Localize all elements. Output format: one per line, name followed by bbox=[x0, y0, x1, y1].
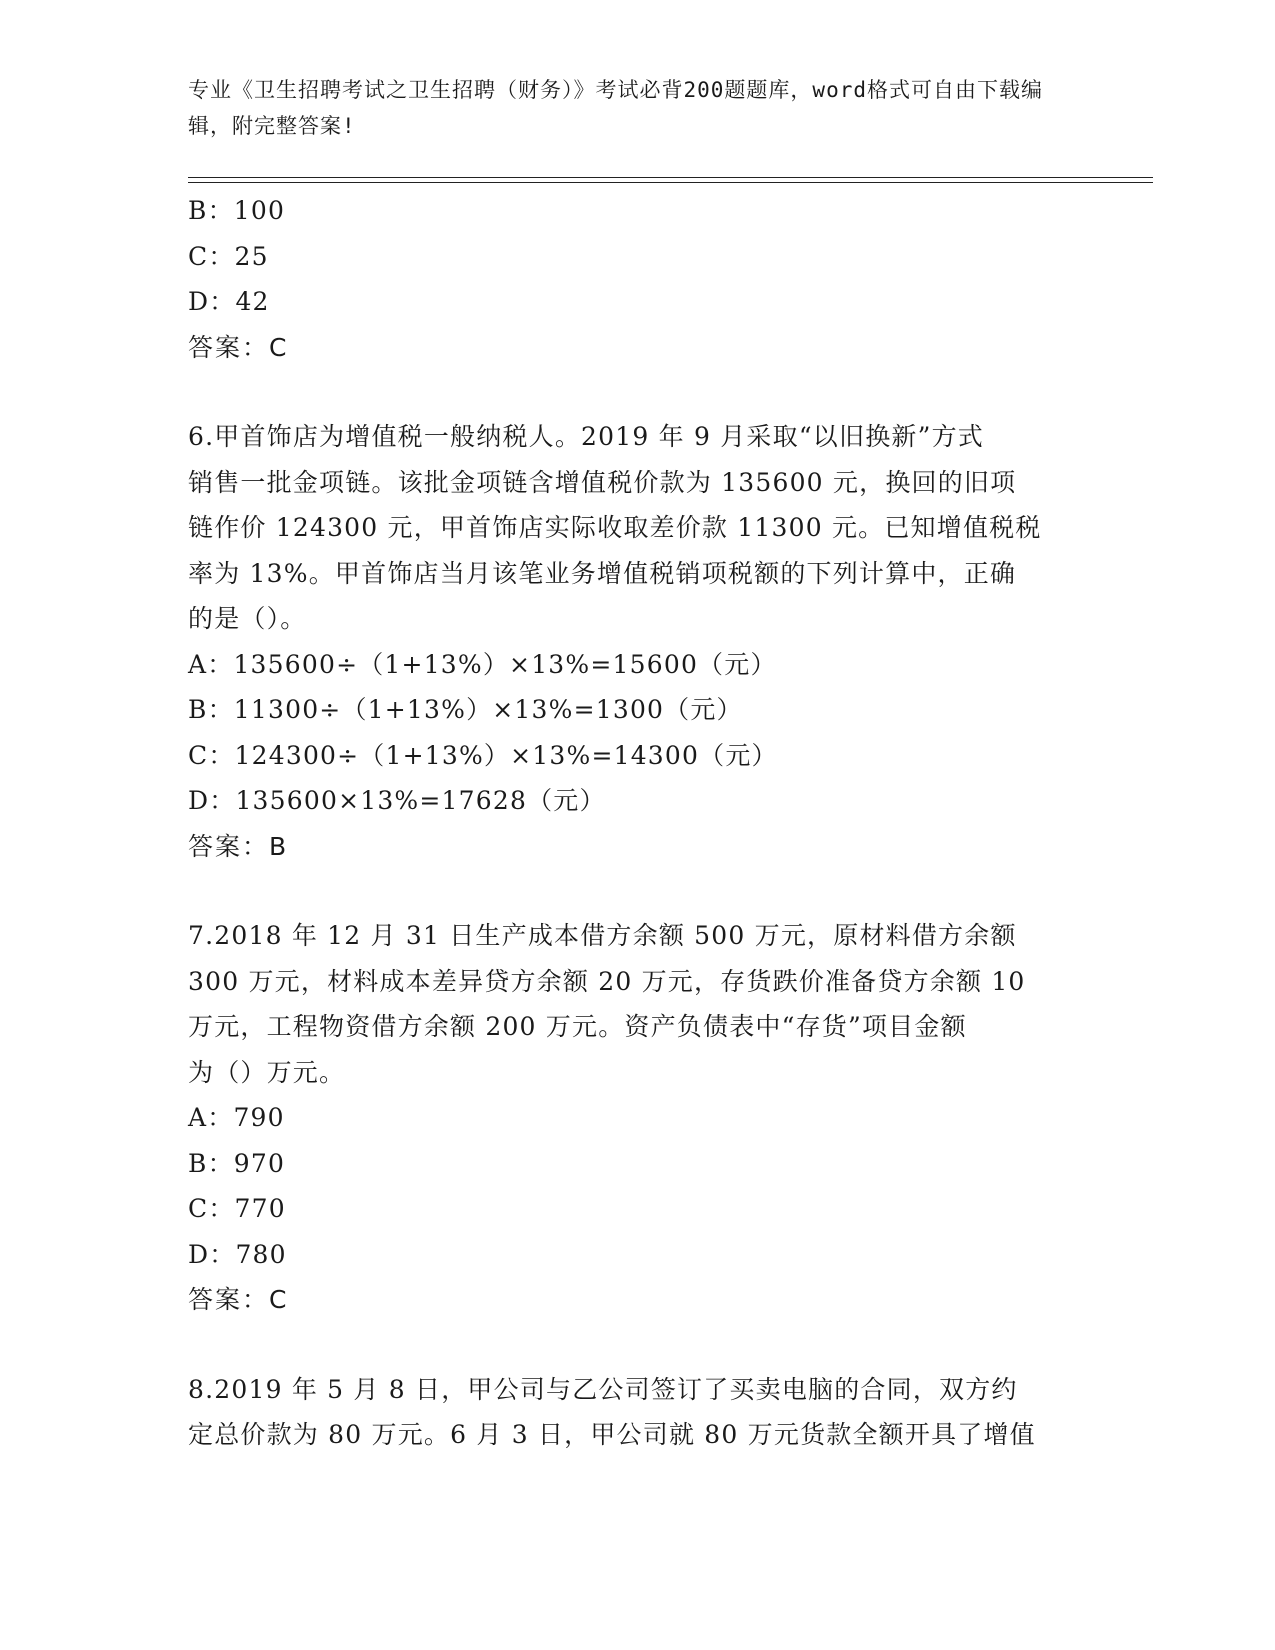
question-stem-line: 率为 13%。甲首饰店当月该笔业务增值税销项税额的下列计算中，正确 bbox=[188, 558, 1017, 588]
question-stem-line: 6.甲首饰店为增值税一般纳税人。2019 年 9 月采取“以旧换新”方式 bbox=[188, 422, 984, 451]
option-b: B：11300÷（1+13%）×13%=1300（元） bbox=[188, 695, 743, 724]
question-list bbox=[188, 188, 1088, 1458]
question-stem-line: 为（）万元。 bbox=[188, 1057, 346, 1087]
option-c: C：25 bbox=[188, 241, 269, 271]
spacer bbox=[188, 370, 1088, 414]
question-stem-line: 300 万元，材料成本差异贷方余额 20 万元，存货跌价准备贷方余额 10 bbox=[188, 966, 1026, 996]
option-a: A：135600÷（1+13%）×13%=15600（元） bbox=[188, 649, 777, 679]
option-d: D：42 bbox=[188, 287, 270, 316]
spacer bbox=[188, 869, 1088, 913]
option-c: C：770 bbox=[188, 1194, 286, 1223]
option-d: D：135600×13%=17628（元） bbox=[188, 786, 606, 815]
option-b: B：100 bbox=[188, 196, 286, 225]
answer: 答案：C bbox=[188, 1285, 289, 1314]
answer: 答案：B bbox=[188, 831, 289, 861]
question-7 bbox=[188, 913, 1088, 1323]
option-a: A：790 bbox=[188, 1103, 285, 1132]
option-d: D：780 bbox=[188, 1239, 287, 1269]
question-stem-line: 销售一批金项链。该批金项链含增值税价款为 135600 元，换回的旧项 bbox=[188, 467, 1017, 497]
question-stem-line: 链作价 124300 元，甲首饰店实际收取差价款 11300 元。已知增值税税 bbox=[188, 513, 1042, 542]
question-5 bbox=[188, 188, 1088, 370]
question-8 bbox=[188, 1367, 1088, 1458]
question-6 bbox=[188, 414, 1088, 869]
header-divider-bottom bbox=[188, 182, 1153, 183]
header-divider-top bbox=[188, 177, 1153, 178]
answer: 答案：C bbox=[188, 332, 289, 362]
document-header: 专业《卫生招聘考试之卫生招聘（财务）》考试必背200题题库，word格式可自由下载编辑，附完整答案! bbox=[188, 78, 1043, 138]
option-c: C：124300÷（1+13%）×13%=14300（元） bbox=[188, 740, 778, 770]
question-stem-line: 定总价款为 80 万元。6 月 3 日，甲公司就 80 万元货款全额开具了增值 bbox=[188, 1420, 1036, 1449]
question-stem-line: 8.2019 年 5 月 8 日，甲公司与乙公司签订了买卖电脑的合同，双方约 bbox=[188, 1374, 1018, 1404]
question-stem-line: 的是（）。 bbox=[188, 604, 307, 633]
question-stem-line: 万元，工程物资借方余额 200 万元。资产负债表中“存货”项目金额 bbox=[188, 1012, 967, 1041]
option-b: B：970 bbox=[188, 1148, 286, 1178]
spacer bbox=[188, 1323, 1088, 1367]
question-stem-line: 7.2018 年 12 月 31 日生产成本借方余额 500 万元，原材料借方余额 bbox=[188, 921, 1017, 950]
